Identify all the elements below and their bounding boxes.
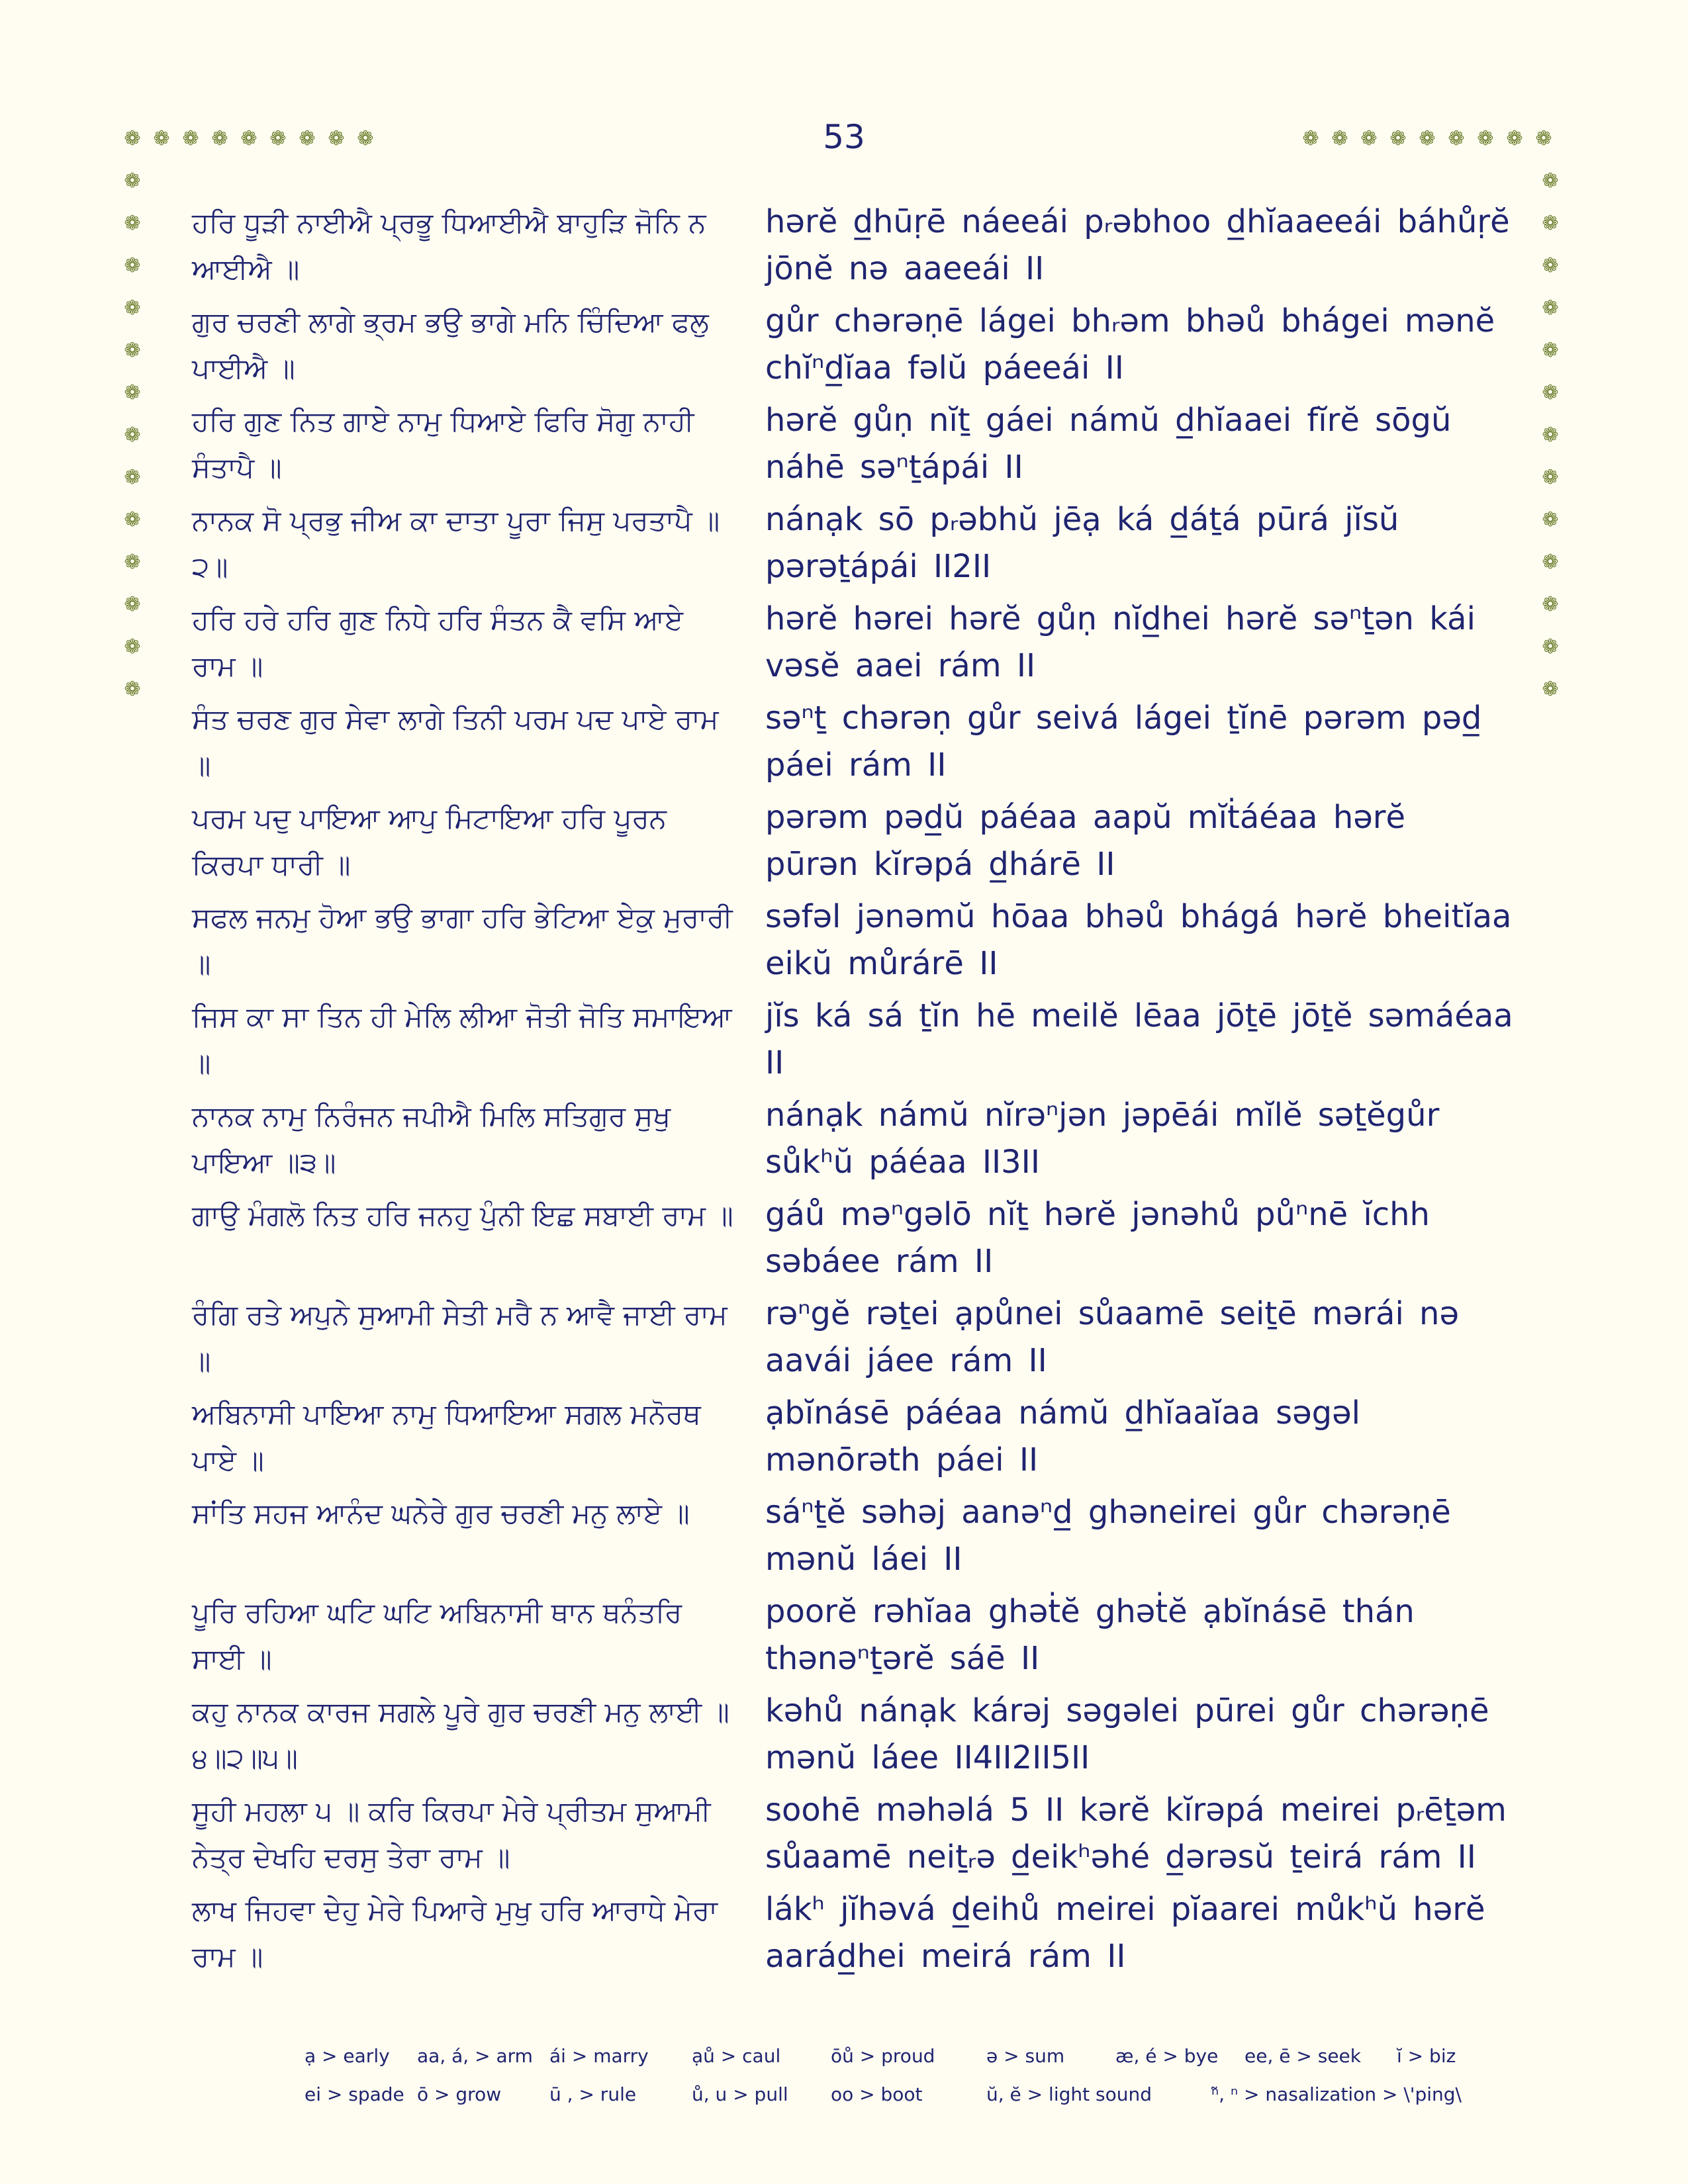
flower-ornament-icon: ❁ xyxy=(124,635,141,659)
flower-ornament-icon: ❁ xyxy=(1542,212,1559,235)
legend-item: oo > boot xyxy=(831,2083,923,2105)
transliteration-line: gáů məⁿgəlō nĭṯ hərĕ jənəhů půⁿnē ĭchh səbáee rám II xyxy=(765,1196,1430,1280)
flower-ornament-icon: ❁ xyxy=(124,212,141,235)
flower-ornament-icon: ❁ xyxy=(124,466,141,489)
gurmukhi-line: ਹਰਿ ਗੁਣ ਨਿਤ ਗਾਏ ਨਾਮੁ ਧਿਆਏ ਫਿਰਿ ਸੋਗੁ ਨਾਹੀ ਸੰਤਾਪੈ ॥ xyxy=(192,405,694,484)
flower-ornament-icon: ❁ xyxy=(1542,593,1559,616)
gurmukhi-line: ਸੂਹੀ ਮਹਲਾ ੫ ॥ ਕਰਿ ਕਿਰਪਾ ਮੇਰੇ ਪ੍ਰੀਤਮ ਸੁਆਮੀ ਨੇਤ੍ਰ ਦੇਖਹਿ ਦਰਸੁ ਤੇਰਾ ਰਾਮ ॥ xyxy=(192,1795,711,1874)
flower-ornament-icon: ❁ xyxy=(1542,424,1559,447)
gurmukhi-line: ਰੰਗਿ ਰਤੇ ਅਪੁਨੇ ਸੁਆਮੀ ਸੇਤੀ ਮਰੈ ਨ ਆਵੈ ਜਾਈ ਰਾਮ ॥ xyxy=(192,1298,727,1377)
flower-ornament-icon: ❁ xyxy=(124,593,141,616)
legend-item: ū , > rule xyxy=(549,2083,637,2105)
gurmukhi-line: ਪਰਮ ਪਦੁ ਪਾਇਆ ਆਪੁ ਮਿਟਾਇਆ ਹਰਿ ਪੂਰਨ ਕਿਰਪਾ ਧਾਰੀ ॥ xyxy=(192,802,667,881)
flower-ornament-icon: ❁ xyxy=(1542,508,1559,531)
flower-ornament-icon: ❁ xyxy=(211,127,228,150)
flower-ornament-icon: ❁ xyxy=(124,169,141,193)
flower-ornament-icon: ❁ xyxy=(1542,339,1559,362)
transliteration-line: pərəm pəd̲ŭ páéaa aapŭ mĭṫáéaa hərĕ pūrən kĭrəpá d̲hárē II xyxy=(765,799,1406,883)
flower-ornament-icon: ❁ xyxy=(1542,169,1559,193)
transliteration-line: nánạk námŭ nĭrəⁿjən jəpēái mĭlĕ səṯĕgůr sůkʰŭ páéaa II3II xyxy=(765,1097,1440,1181)
transliteration-line: gůr chərəṇē lágei bhᵣəm bhəů bhágei mənĕ chĭⁿd̲ĭaa fəlŭ páeeái II xyxy=(765,302,1495,387)
legend-item: ō > grow xyxy=(417,2083,502,2105)
flower-ornament-icon: ❁ xyxy=(1389,127,1407,150)
legend-item: ə > sum xyxy=(986,2045,1065,2067)
flower-ornament-icon: ❁ xyxy=(124,381,141,404)
gurmukhi-line: ਸੰਤ ਚਰਣ ਗੁਰ ਸੇਵਾ ਲਾਗੇ ਤਿਨੀ ਪਰਮ ਪਦ ਪਾਏ ਰਾਮ ॥ xyxy=(192,703,719,782)
legend-item: æ, é > bye xyxy=(1115,2045,1219,2067)
flower-ornament-icon: ❁ xyxy=(1542,551,1559,574)
gurmukhi-line: ਹਰਿ ਹਰੇ ਹਰਿ ਗੁਣ ਨਿਧੇ ਹਰਿ ਸੰਤਨ ਕੈ ਵਸਿ ਆਏ ਰਾਮ ॥ xyxy=(192,604,684,682)
legend-item: ōů > proud xyxy=(831,2045,935,2067)
transliteration-line: hərĕ gůṇ nĭṯ gáei námŭ d̲hĭaaei fĭrĕ sōgŭ náhē səⁿṯápái II xyxy=(765,402,1452,486)
gurmukhi-line: ਨਾਨਕ ਸੋ ਪ੍ਰਭੁ ਜੀਅ ਕਾ ਦਾਤਾ ਪੂਰਾ ਜਿਸੁ ਪਰਤਾਪੈ ॥੨॥ xyxy=(192,504,720,583)
gurmukhi-line: ਅਬਿਨਾਸੀ ਪਾਇਆ ਨਾਮੁ ਧਿਆਇਆ ਸਗਲ ਮਨੋਰਥ ਪਾਏ ॥ xyxy=(192,1398,701,1477)
flower-ornament-icon: ❁ xyxy=(1419,127,1436,150)
flower-ornament-icon: ❁ xyxy=(1331,127,1348,150)
gurmukhi-line: ਸਫਲ ਜਨਮੁ ਹੋਆ ਭਉ ਭਾਗਾ ਹਰਿ ਭੇਟਿਆ ਏਕੁ ਮੁਰਾਰੀ ॥ xyxy=(192,901,733,980)
legend-item: ạů > caul xyxy=(692,2045,781,2067)
transliteration-line: hərĕ d̲hūṛē náeeái pᵣəbhoo d̲hĭaaeeái báhůṛĕ jōnĕ nə aaeeái II xyxy=(765,203,1510,287)
transliteration-line: rəⁿgĕ rəṯei ạpůnei sůaamē seiṯē mərái nə aavái jáee rám II xyxy=(765,1295,1459,1379)
flower-ornament-icon: ❁ xyxy=(1360,127,1378,150)
flower-ornament-icon: ❁ xyxy=(357,127,374,150)
flower-ornament-icon: ❁ xyxy=(1542,678,1559,701)
flower-ornament-icon: ❁ xyxy=(1477,127,1494,150)
flower-ornament-icon: ❁ xyxy=(240,127,258,150)
flower-ornament-icon: ❁ xyxy=(124,424,141,447)
legend-item: ái > marry xyxy=(549,2045,649,2067)
flower-ornament-icon: ❁ xyxy=(124,254,141,277)
flower-ornament-icon: ❁ xyxy=(124,127,141,150)
flower-ornament-icon: ❁ xyxy=(182,127,199,150)
legend-item: ů, u > pull xyxy=(692,2083,788,2105)
flower-ornament-icon: ❁ xyxy=(1506,127,1523,150)
transliteration-line: soohē məhəlá 5 II kərĕ kĭrəpá meirei pᵣēṯəm sůaamē neiṯᵣə d̲eikʰəhé d̲ərəsŭ ṯeirá rám II xyxy=(765,1792,1507,1876)
legend-item: ĭ > biz xyxy=(1397,2045,1456,2067)
gurmukhi-line: ਕਹੁ ਨਾਨਕ ਕਾਰਜ ਸਗਲੇ ਪੂਰੇ ਗੁਰ ਚਰਣੀ ਮਨੁ ਲਾਈ ॥੪॥੨॥੫॥ xyxy=(192,1696,729,1774)
gurmukhi-line: ਹਰਿ ਧੂੜੀ ਨਾਈਐ ਪ੍ਰਭੂ ਧਿਆਈਐ ਬਾਹੁੜਿ ਜੋਨਿ ਨ ਆਈਐ ॥ xyxy=(192,206,706,285)
transliteration-line: lákʰ jĭhəvá d̲eihů meirei pĭaarei můkʰŭ hərĕ aarád̲hei meirá rám II xyxy=(765,1891,1485,1975)
gurmukhi-line: ਗੁਰ ਚਰਣੀ ਲਾਗੇ ਭ੍ਰਮ ਭਉ ਭਾਗੇ ਮਨਿ ਚਿੰਦਿਆ ਫਲੁ ਪਾਈਐ ॥ xyxy=(192,306,709,385)
transliteration-line: poorĕ rəhĭaa ghəṫĕ ghəṫĕ ạbĭnásē thán thənəⁿṯərĕ sáē II xyxy=(765,1593,1415,1677)
flower-ornament-icon: ❁ xyxy=(124,508,141,531)
gurmukhi-line: ਜਿਸ ਕਾ ਸਾ ਤਿਨ ਹੀ ਮੇਲਿ ਲੀਆ ਜੋਤੀ ਜੋਤਿ ਸਮਾਇਆ ॥ xyxy=(192,1001,732,1079)
flower-ornament-icon: ❁ xyxy=(124,296,141,320)
flower-ornament-icon: ❁ xyxy=(124,339,141,362)
flower-ornament-icon: ❁ xyxy=(124,678,141,701)
flower-ornament-icon: ❁ xyxy=(299,127,316,150)
legend-item: ŭ, ĕ > light sound xyxy=(986,2083,1152,2105)
page-number: 53 xyxy=(823,118,865,156)
flower-ornament-icon: ❁ xyxy=(1448,127,1465,150)
transliteration-line: ạbĭnásē páéaa námŭ d̲hĭaaĭaa səgəl mənōrəth páei II xyxy=(765,1394,1360,1479)
flower-ornament-icon: ❁ xyxy=(1542,635,1559,659)
legend-item: ⁿ̃, ⁿ > nasalization > \'ping\ xyxy=(1211,2083,1462,2105)
flower-ornament-icon: ❁ xyxy=(328,127,345,150)
flower-ornament-icon: ❁ xyxy=(269,127,287,150)
flower-ornament-icon: ❁ xyxy=(1302,127,1319,150)
flower-ornament-icon: ❁ xyxy=(1542,254,1559,277)
flower-ornament-icon: ❁ xyxy=(1535,127,1552,150)
legend-item: ạ > early xyxy=(305,2045,390,2067)
gurmukhi-line: ਨਾਨਕ ਨਾਮੁ ਨਿਰੰਜਨ ਜਪੀਐ ਮਿਲਿ ਸਤਿਗੁਰ ਸੁਖੁ ਪਾਇਆ ॥੩॥ xyxy=(192,1100,671,1179)
transliteration-line: sáⁿṯĕ səhəj aanəⁿd̲ ghəneirei gůr chərəṇē mənŭ láei II xyxy=(765,1494,1451,1578)
gurmukhi-line: ਪੂਰਿ ਰਹਿਆ ਘਟਿ ਘਟਿ ਅਬਿਨਾਸੀ ਥਾਨ ਥਨੰਤਰਿ ਸਾਈ ॥ xyxy=(192,1596,682,1675)
legend-item: ei > spade xyxy=(305,2083,404,2105)
transliteration-line: jĭs ká sá ṯĭn hē meilĕ lēaa jōṯē jōṯĕ səmáéaa II xyxy=(765,997,1513,1081)
flower-ornament-icon: ❁ xyxy=(1542,381,1559,404)
transliteration-line: kəhů nánạk kárəj səgəlei pūrei gůr chərəṇē mənŭ láee II4II2II5II xyxy=(765,1692,1489,1776)
transliteration-line: səⁿṯ chərəṇ gůr seivá lágei ṯĭnē pərəm pəd̲ páei rám II xyxy=(765,700,1482,784)
legend-item: aa, á, > arm xyxy=(417,2045,533,2067)
transliteration-line: hərĕ hərei hərĕ gůṇ nĭd̲hei hərĕ səⁿṯən kái vəsĕ aaei rám II xyxy=(765,600,1476,684)
flower-ornament-icon: ❁ xyxy=(153,127,170,150)
gurmukhi-line: ਸਾਂਤਿ ਸਹਜ ਆਨੰਦ ਘਨੇਰੇ ਗੁਰ ਚਰਣੀ ਮਨੁ ਲਾਏ ॥ xyxy=(192,1497,690,1529)
transliteration-line: nánạk sō pᵣəbhŭ jēạ ká d̲áṯá pūrá jĭsŭ pərəṯápái II2II xyxy=(765,501,1399,585)
flower-ornament-icon: ❁ xyxy=(1542,466,1559,489)
gurmukhi-line: ਗਾਉ ਮੰਗਲੋ ਨਿਤ ਹਰਿ ਜਨਹੁ ਪੁੰਨੀ ਇਛ ਸਬਾਈ ਰਾਮ ॥ xyxy=(192,1199,733,1232)
flower-ornament-icon: ❁ xyxy=(124,551,141,574)
legend-item: ee, ē > seek xyxy=(1244,2045,1361,2067)
gurmukhi-line: ਲਾਖ ਜਿਹਵਾ ਦੇਹੁ ਮੇਰੇ ਪਿਆਰੇ ਮੁਖੁ ਹਰਿ ਆਰਾਧੇ ਮੇਰਾ ਰਾਮ ॥ xyxy=(192,1894,718,1973)
flower-ornament-icon: ❁ xyxy=(1542,296,1559,320)
transliteration-line: səfəl jənəmŭ hōaa bhəů bhágá hərĕ bheitĭaa eikŭ můrárē II xyxy=(765,898,1512,982)
